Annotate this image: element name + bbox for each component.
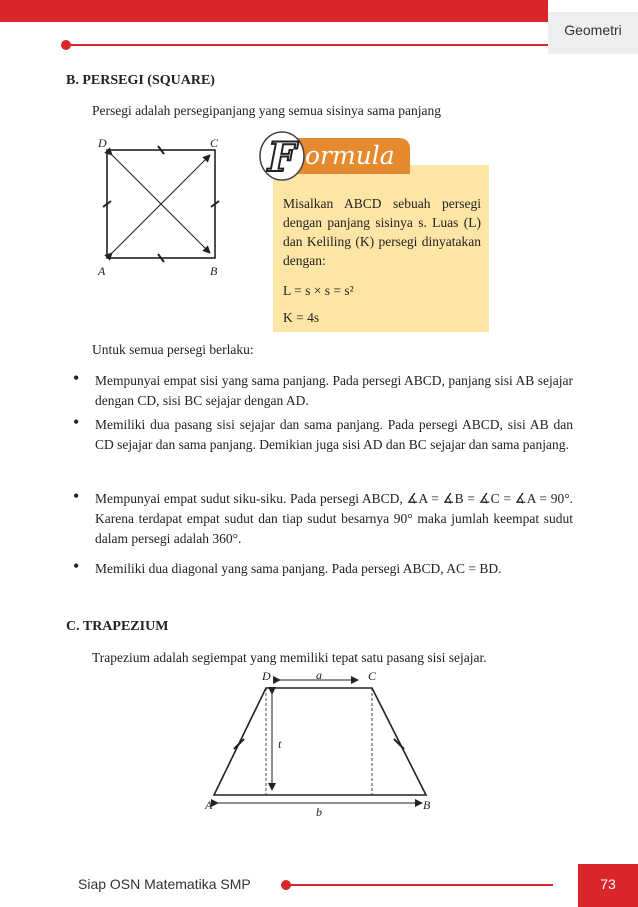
bullet-marker: • bbox=[73, 412, 80, 432]
footer-rule bbox=[285, 884, 553, 886]
section-c-heading: C. TRAPEZIUM bbox=[66, 619, 169, 634]
section-b-heading: B. PERSEGI (SQUARE) bbox=[66, 73, 215, 88]
formula-word: ormula bbox=[305, 141, 395, 170]
trapezium-label-a: A bbox=[205, 798, 213, 812]
bullet-item-2: Memiliki dua pasang sisi sejajar dan sama panjang. Pada persegi ABCD, sisi AB dan CD sejajar dan sama panjang. Demikian juga sisi AD dan BC sejajar dan sama panjang. bbox=[95, 417, 573, 452]
header-dot bbox=[61, 40, 71, 50]
trapezium-diagram bbox=[200, 670, 440, 820]
footer-book-title: Siap OSN Matematika SMP bbox=[78, 876, 251, 892]
square-label-a: A bbox=[98, 264, 106, 278]
bullet-item-3: Mempunyai empat sudut siku-siku. Pada persegi ABCD, ∡A = ∡B = ∡C = ∡A = 90°. Karena terdapat empat sudut dan tiap sudut besarnya 90° maka jumlah keempat sudut dalam persegi adalah 360°. bbox=[95, 491, 573, 546]
formula-letter: F bbox=[267, 134, 297, 181]
square-diagram bbox=[90, 130, 240, 280]
formula-text: Misalkan ABCD sebuah persegi dengan panjang sisinya s. Luas (L) dan Keliling (K) persegi dinyatakan dengan: bbox=[283, 196, 481, 268]
trapezium-label-a-side: a bbox=[316, 668, 322, 682]
trapezium-label-d: D bbox=[262, 669, 271, 683]
properties-lead: Untuk semua persegi berlaku: bbox=[92, 342, 254, 357]
section-b-intro: Persegi adalah persegipanjang yang semua sisinya sama panjang bbox=[92, 103, 442, 118]
trapezium-label-c: C bbox=[368, 669, 377, 683]
square-label-d: D bbox=[98, 136, 107, 150]
formula-letter-icon bbox=[258, 130, 306, 182]
trapezium-label-b: B bbox=[423, 798, 431, 812]
trapezium-label-height: t bbox=[278, 737, 282, 751]
chapter-title: Geometri bbox=[564, 22, 622, 38]
header-rule bbox=[66, 44, 548, 46]
bullet-marker: • bbox=[73, 486, 80, 506]
header-bar bbox=[0, 0, 548, 22]
square-label-b: B bbox=[210, 264, 218, 278]
formula-area: L = s × s = s² bbox=[283, 283, 354, 298]
bullet-item-1: Mempunyai empat sisi yang sama panjang. Pada persegi ABCD, panjang sisi AB sejajar dengan CD, sisi BC sejajar dengan AD. bbox=[95, 373, 573, 408]
section-c-intro: Trapezium adalah segiempat yang memiliki tepat satu pasang sisi sejajar. bbox=[92, 650, 487, 665]
bullet-item-4: Memiliki dua diagonal yang sama panjang. Pada persegi ABCD, AC = BD. bbox=[95, 561, 502, 576]
bullet-marker: • bbox=[73, 368, 80, 388]
trapezium-label-b-side: b bbox=[316, 805, 322, 819]
formula-perimeter: K = 4s bbox=[283, 310, 320, 325]
square-label-c: C bbox=[210, 136, 219, 150]
bullet-marker: • bbox=[73, 556, 80, 576]
page-number: 73 bbox=[600, 876, 616, 892]
